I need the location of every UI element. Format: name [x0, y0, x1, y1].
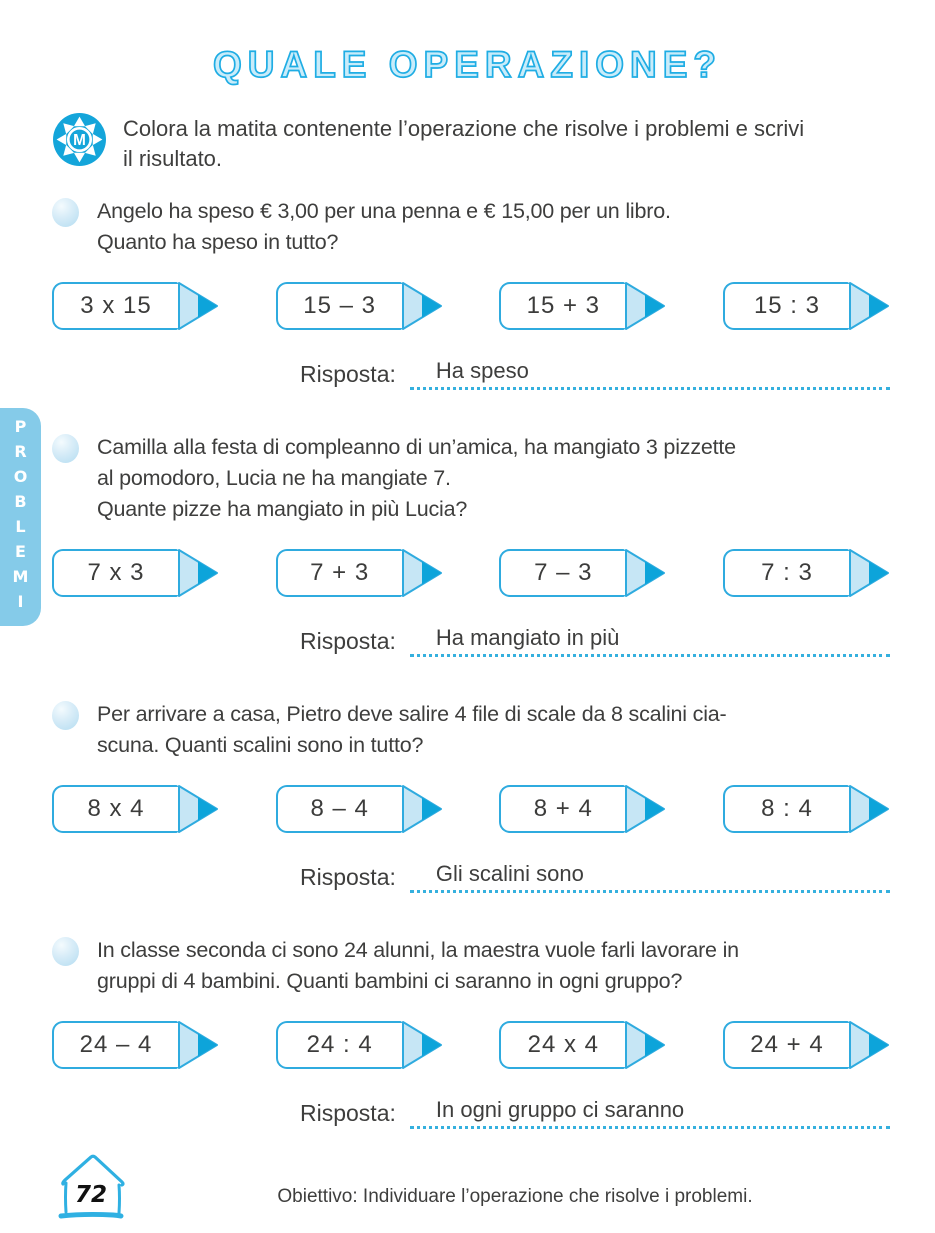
m-badge-icon — [52, 112, 107, 167]
problem-3-text: Per arrivare a casa, Pietro deve salire 4 file di scale da 8 scalini cia- scuna. Quanti scalini sono in tutto? — [97, 702, 727, 757]
pencil-option[interactable] — [276, 1021, 443, 1069]
problem-4-options — [52, 1021, 890, 1069]
answer-row — [300, 358, 890, 390]
instruction-text: Colora la matita contenente l’operazione che risolve i problemi e scrivi il risultato. — [123, 116, 805, 171]
pencil-option[interactable] — [499, 1021, 666, 1069]
pencil-option[interactable] — [499, 785, 666, 833]
bullet-icon — [52, 434, 79, 463]
operation-label: 8 – 4 — [276, 785, 402, 833]
answer-line[interactable] — [410, 625, 890, 657]
problem-2-options — [52, 549, 890, 597]
operation-label: 15 + 3 — [499, 282, 625, 330]
page-title: QUALE OPERAZIONE? — [212, 44, 723, 85]
problem-2 — [52, 432, 890, 657]
pencil-tip-icon — [849, 549, 890, 597]
answer-line[interactable] — [410, 1097, 890, 1129]
page-number: 72 — [74, 1182, 108, 1208]
bullet-icon — [52, 701, 79, 730]
svg-text:M: M — [73, 132, 86, 150]
pencil-option[interactable] — [52, 549, 219, 597]
sidebar-tab-label: PROBLEMI — [11, 417, 30, 617]
risposta-label: Risposta: — [300, 361, 396, 387]
bullet-icon — [52, 198, 79, 227]
problem-4-text: In classe seconda ci sono 24 alunni, la maestra vuole farli lavorare in gruppi di 4 bambini. Quanti bambini ci saranno in ogni gruppo? — [97, 938, 739, 993]
operation-label: 24 x 4 — [499, 1021, 625, 1069]
pencil-option[interactable] — [52, 785, 219, 833]
instruction-row — [52, 112, 890, 174]
pencil-tip-icon — [625, 1021, 666, 1069]
pencil-tip-icon — [849, 282, 890, 330]
risposta-label: Risposta: — [300, 1100, 396, 1126]
pencil-option[interactable] — [723, 549, 890, 597]
operation-label: 24 – 4 — [52, 1021, 178, 1069]
pencil-option[interactable] — [52, 282, 219, 330]
operation-label: 24 + 4 — [723, 1021, 849, 1069]
risposta-label: Risposta: — [300, 864, 396, 890]
problem-1 — [52, 196, 890, 390]
problem-3-options — [52, 785, 890, 833]
problem-1-options — [52, 282, 890, 330]
problem-2-text: Camilla alla festa di compleanno di un’amica, ha mangiato 3 pizzette al pomodoro, Lucia ne ha mangiate 7. Quante pizze ha mangiato in più Lucia? — [97, 435, 736, 521]
operation-label: 24 : 4 — [276, 1021, 402, 1069]
answer-row — [300, 1097, 890, 1129]
bullet-icon — [52, 937, 79, 966]
pencil-tip-icon — [625, 785, 666, 833]
operation-label: 3 x 15 — [52, 282, 178, 330]
pencil-tip-icon — [402, 282, 443, 330]
pencil-tip-icon — [849, 785, 890, 833]
operation-label: 8 x 4 — [52, 785, 178, 833]
operation-label: 7 + 3 — [276, 549, 402, 597]
pencil-option[interactable] — [276, 785, 443, 833]
pencil-tip-icon — [625, 549, 666, 597]
pencil-option[interactable] — [276, 282, 443, 330]
operation-label: 7 x 3 — [52, 549, 178, 597]
answer-line[interactable] — [410, 358, 890, 390]
problem-1-text: Angelo ha speso € 3,00 per una penna e € 15,00 per un libro. Quanto ha speso in tutto? — [97, 199, 671, 254]
answer-prefix: Gli scalini sono — [435, 861, 584, 886]
operation-label: 15 – 3 — [276, 282, 402, 330]
operation-label: 7 : 3 — [723, 549, 849, 597]
pencil-tip-icon — [178, 785, 219, 833]
operation-label: 8 : 4 — [723, 785, 849, 833]
answer-row — [300, 625, 890, 657]
pencil-tip-icon — [178, 549, 219, 597]
pencil-option[interactable] — [52, 1021, 219, 1069]
operation-label: 8 + 4 — [499, 785, 625, 833]
answer-prefix: In ogni gruppo ci saranno — [435, 1097, 685, 1122]
pencil-option[interactable] — [723, 1021, 890, 1069]
pencil-tip-icon — [402, 785, 443, 833]
pencil-option[interactable] — [499, 549, 666, 597]
pencil-option[interactable] — [499, 282, 666, 330]
pencil-tip-icon — [402, 549, 443, 597]
answer-prefix: Ha mangiato in più — [435, 625, 620, 650]
footer-objective: Obiettivo: Individuare l’operazione che risolve i problemi. — [277, 1186, 753, 1207]
operation-label: 7 – 3 — [499, 549, 625, 597]
operation-label: 15 : 3 — [723, 282, 849, 330]
risposta-label: Risposta: — [300, 628, 396, 654]
problem-3 — [52, 699, 890, 893]
sidebar-tab-problemi — [0, 408, 41, 626]
problem-4 — [52, 935, 890, 1129]
answer-prefix: Ha speso — [435, 358, 529, 383]
pencil-tip-icon — [849, 1021, 890, 1069]
pencil-tip-icon — [178, 1021, 219, 1069]
answer-row — [300, 861, 890, 893]
pencil-tip-icon — [178, 282, 219, 330]
pencil-option[interactable] — [723, 282, 890, 330]
answer-line[interactable] — [410, 861, 890, 893]
pencil-tip-icon — [625, 282, 666, 330]
pencil-tip-icon — [402, 1021, 443, 1069]
pencil-option[interactable] — [723, 785, 890, 833]
pencil-option[interactable] — [276, 549, 443, 597]
